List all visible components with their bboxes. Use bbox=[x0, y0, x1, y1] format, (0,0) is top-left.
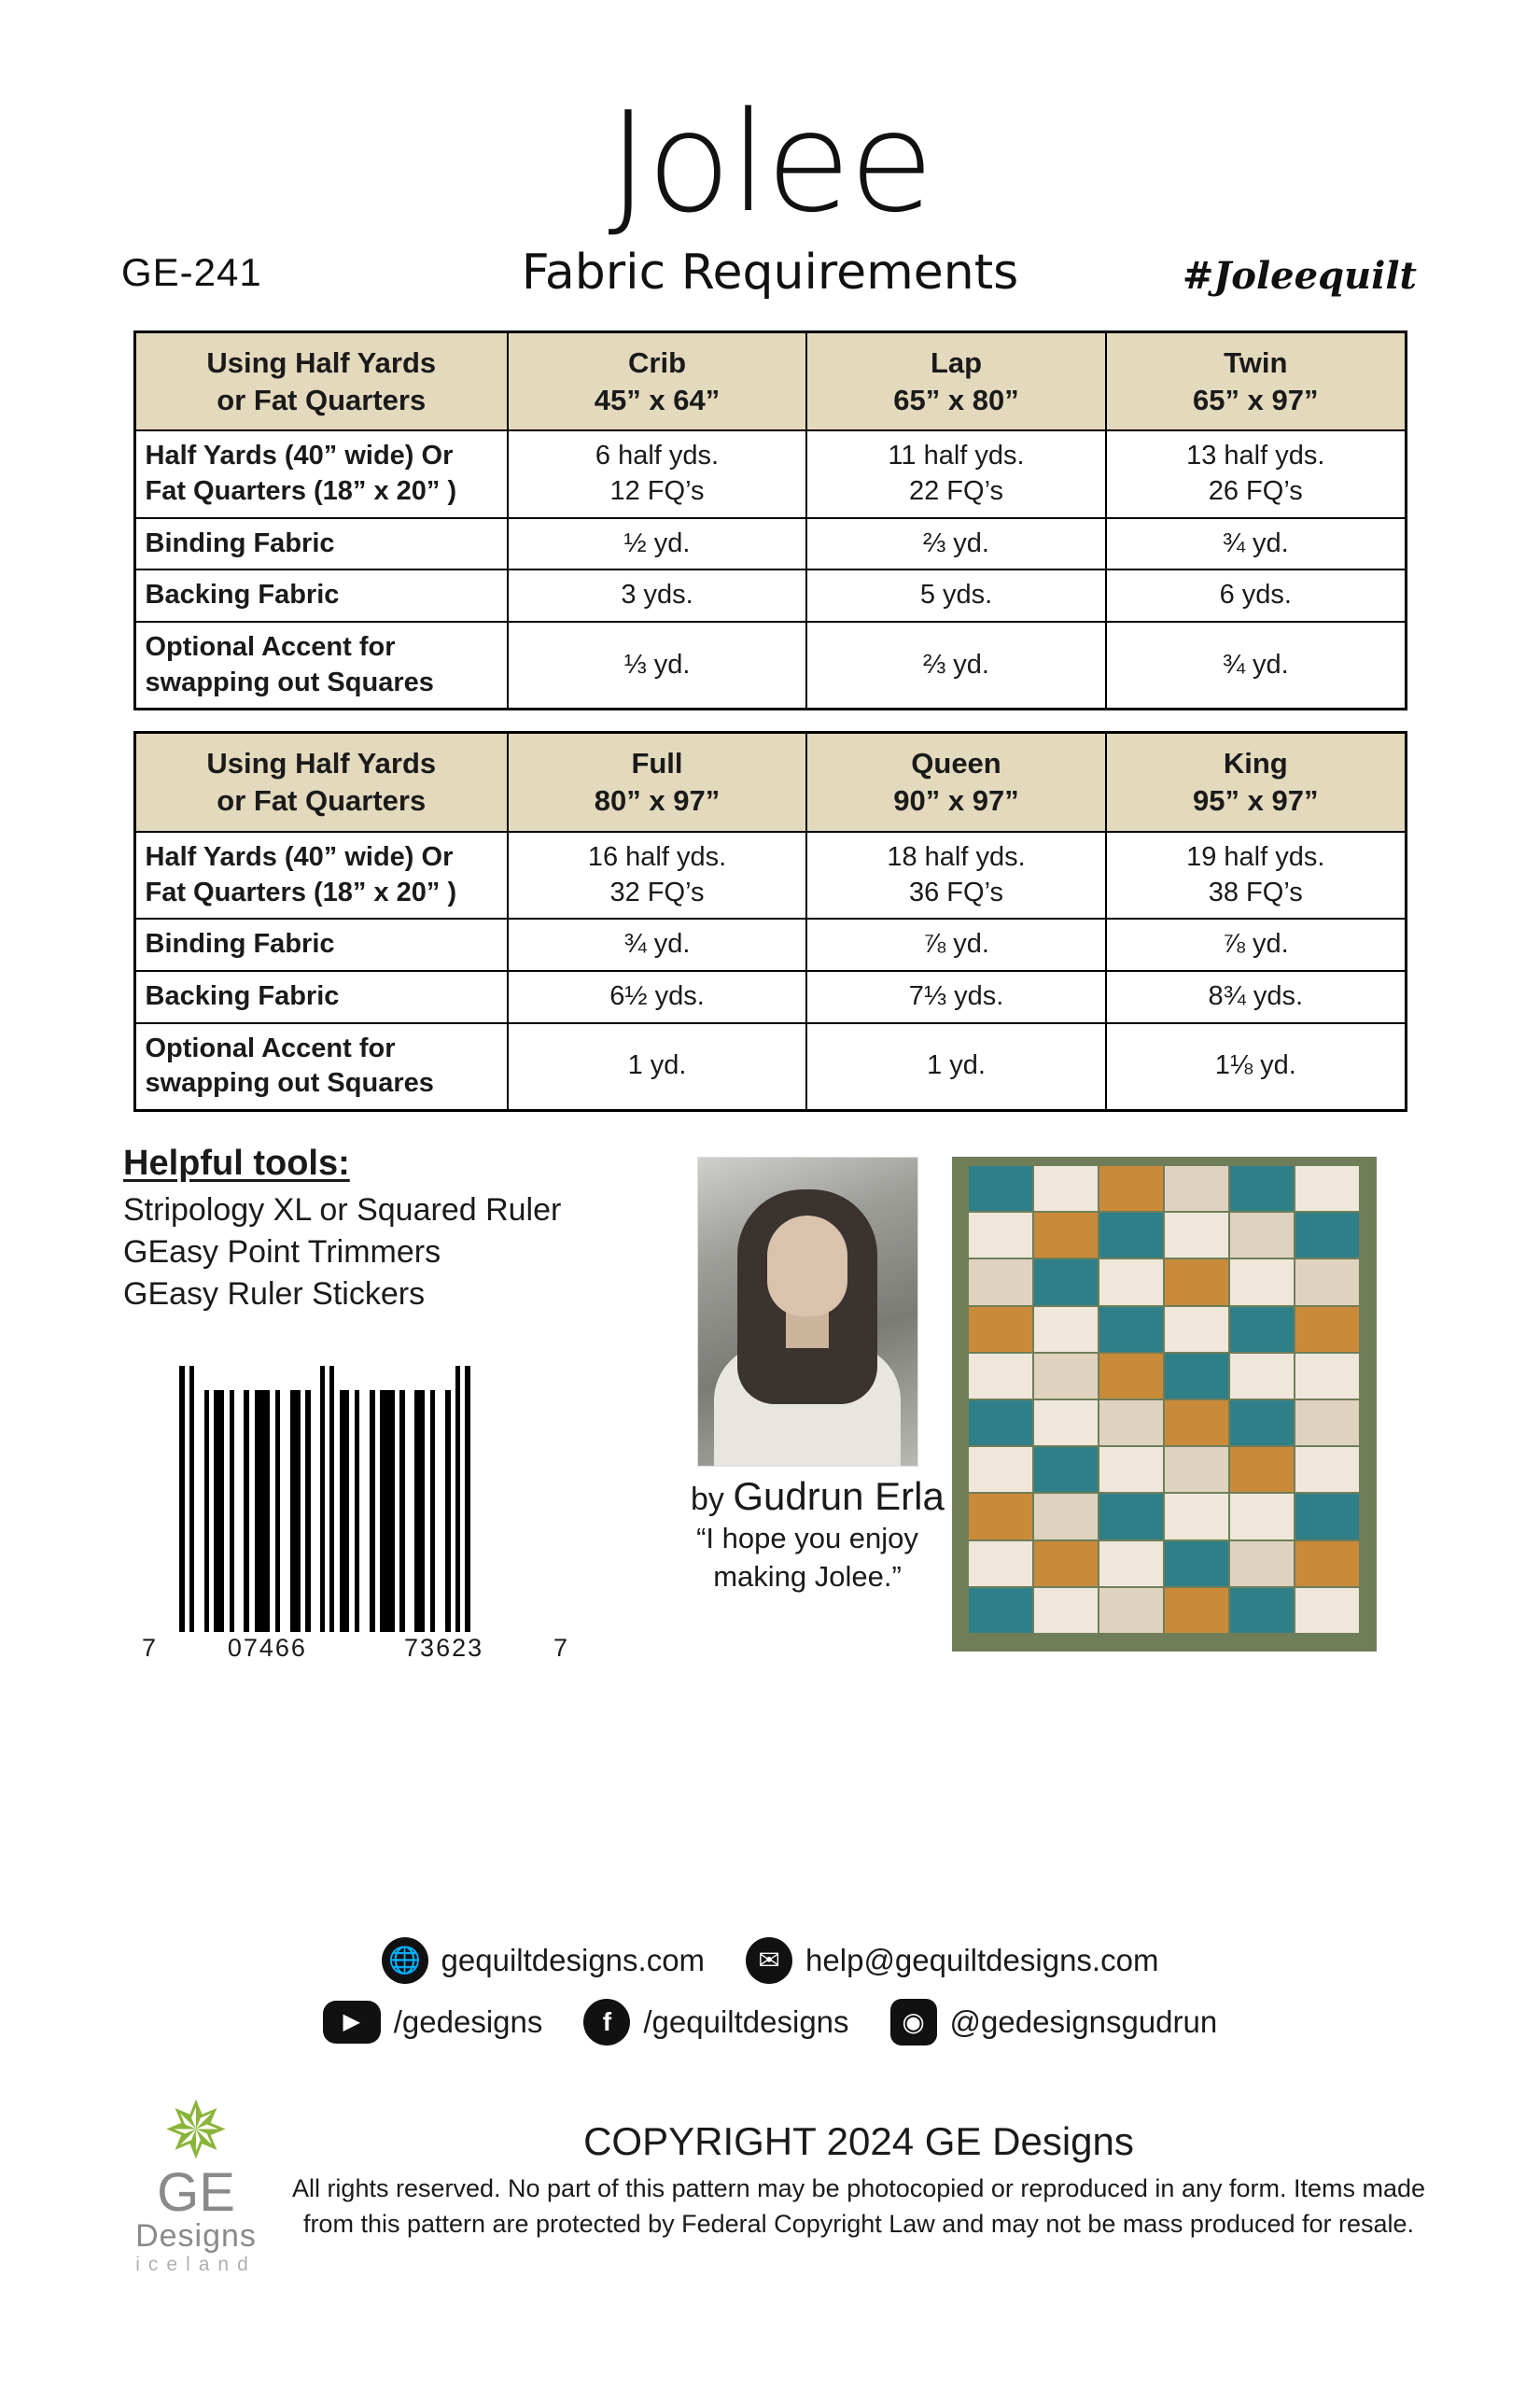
table1-row0-label bbox=[134, 430, 508, 517]
table-row bbox=[134, 569, 1406, 622]
table1-row0-twin-b: 26 FQ’s bbox=[1208, 476, 1303, 507]
pattern-back-cover bbox=[0, 82, 1540, 2404]
envelope-icon: ✉ bbox=[746, 1937, 792, 1984]
table1-row0-label-line2: Fat Quarters (18” x 20” ) bbox=[145, 476, 457, 507]
table1-row3-label-line2: swapping out Squares bbox=[145, 667, 434, 697]
quilt-patch bbox=[969, 1400, 1032, 1445]
table1-row3-label bbox=[134, 622, 508, 710]
quilt-patch bbox=[1099, 1259, 1163, 1304]
copyright-block bbox=[261, 2119, 1456, 2242]
quilt-patch bbox=[1295, 1307, 1359, 1352]
copyright-line-1: COPYRIGHT 2024 GE Designs bbox=[583, 2119, 1134, 2163]
table1-row3-crib: ⅓ yd. bbox=[508, 622, 806, 710]
quilt-patch bbox=[1165, 1494, 1228, 1539]
quilt-patch bbox=[1230, 1400, 1294, 1445]
table2-row1-full: ¾ yd. bbox=[508, 919, 806, 971]
quilt-patch bbox=[1034, 1307, 1098, 1352]
table1-header-col0-line1: Using Half Yards bbox=[206, 346, 437, 379]
table-row bbox=[134, 1023, 1406, 1111]
hashtag: #Joleequilt bbox=[1182, 254, 1417, 298]
table2-row2-label bbox=[134, 971, 508, 1023]
table1-row2-label bbox=[134, 569, 508, 622]
table1-row3-lap: ⅔ yd. bbox=[806, 622, 1106, 710]
quilt-patch bbox=[1099, 1541, 1163, 1586]
quilt-patch bbox=[1034, 1494, 1098, 1539]
table2-row1-label-line1: Binding Fabric bbox=[145, 929, 335, 960]
facebook-icon: f bbox=[583, 1999, 630, 2046]
table2-header-col3-line1: King bbox=[1223, 747, 1288, 780]
table2-row2-queen: 7⅓ yds. bbox=[806, 971, 1106, 1023]
contact-block bbox=[0, 1937, 1540, 2060]
quilt-patch bbox=[1099, 1494, 1163, 1539]
quilt-patch bbox=[1099, 1588, 1163, 1633]
table2-row0-full-b: 32 FQ’s bbox=[609, 877, 705, 907]
table1-row0-twin bbox=[1106, 430, 1406, 517]
email-label: help@gequiltdesigns.com bbox=[805, 1943, 1159, 1977]
facebook-link[interactable] bbox=[583, 1999, 848, 2046]
table1-row2-twin: 6 yds. bbox=[1106, 569, 1406, 622]
table2-row0-label bbox=[134, 832, 508, 919]
table2-row3-label bbox=[134, 1023, 508, 1111]
quilt-patch bbox=[1165, 1213, 1228, 1258]
quilt-patch bbox=[969, 1354, 1032, 1399]
table1-row2-crib: 3 yds. bbox=[508, 569, 806, 622]
quilt-patch bbox=[1099, 1354, 1163, 1399]
table1-header-col1-line1: Crib bbox=[628, 346, 686, 379]
barcode-numbers bbox=[140, 1634, 569, 1663]
barcode-digit-left: 7 bbox=[142, 1633, 159, 1662]
table-header-row bbox=[134, 332, 1406, 431]
author-quote-line2: making Jolee.” bbox=[713, 1559, 902, 1593]
author-by-prefix: by bbox=[691, 1481, 734, 1517]
quilt-patch bbox=[969, 1259, 1032, 1304]
table1-row1-lap: ⅔ yd. bbox=[806, 518, 1106, 570]
table2-row0-king bbox=[1106, 832, 1406, 919]
table1-row0-crib bbox=[508, 430, 806, 517]
table-row bbox=[134, 919, 1406, 971]
table1-header-col2-line1: Lap bbox=[930, 346, 983, 379]
table1-header-col0 bbox=[134, 332, 508, 431]
quilt-patch bbox=[1295, 1166, 1359, 1211]
quilt-patch bbox=[969, 1541, 1032, 1586]
table1-row2-lap: 5 yds. bbox=[806, 569, 1106, 622]
table2-row2-full: 6½ yds. bbox=[508, 971, 806, 1023]
star-icon: ✵ bbox=[162, 2087, 230, 2174]
table2-header-col2-line2: 90” x 97” bbox=[893, 784, 1019, 818]
quilt-patch bbox=[1165, 1541, 1228, 1586]
quilt-patch bbox=[1295, 1400, 1359, 1445]
fabric-requirements-table-large bbox=[133, 731, 1407, 1111]
table2-row1-label bbox=[134, 919, 508, 971]
facebook-label: /gequiltdesigns bbox=[643, 2004, 849, 2039]
table1-header-col2-line2: 65” x 80” bbox=[893, 383, 1019, 416]
quilt-patch bbox=[1230, 1166, 1294, 1211]
author-photo-face bbox=[767, 1216, 847, 1316]
table1-header-crib bbox=[508, 332, 806, 431]
table2-row0-label-line1: Half Yards (40” wide) Or bbox=[145, 841, 454, 872]
table1-header-lap bbox=[806, 332, 1106, 431]
table2-header-col1-line2: 80” x 97” bbox=[594, 784, 721, 818]
quilt-patch bbox=[1165, 1447, 1228, 1492]
author-name: Gudrun Erla bbox=[733, 1473, 945, 1518]
quilt-patch bbox=[969, 1213, 1032, 1258]
quilt-patch bbox=[1165, 1354, 1228, 1399]
quilt-patch bbox=[1295, 1259, 1359, 1304]
table1-row0-lap-b: 22 FQ’s bbox=[908, 476, 1003, 507]
table1-header-col1-line2: 45” x 64” bbox=[594, 383, 721, 416]
quilt-patch bbox=[1034, 1259, 1098, 1304]
author-quote-line1: “I hope you enjoy bbox=[696, 1521, 918, 1554]
table1-row1-crib: ½ yd. bbox=[508, 518, 806, 570]
table2-header-full bbox=[508, 733, 806, 832]
quilt-patch bbox=[1034, 1166, 1098, 1211]
barcode-group-1: 07466 bbox=[227, 1633, 307, 1662]
quilt-patch bbox=[1230, 1307, 1294, 1352]
page-subtitle: Fabric Requirements bbox=[521, 245, 1019, 301]
quilt-patch bbox=[1099, 1213, 1163, 1258]
table1-row1-label-line1: Binding Fabric bbox=[145, 527, 335, 558]
quilt-patch bbox=[1230, 1213, 1294, 1258]
table1-row0-lap bbox=[806, 430, 1106, 517]
table2-header-col2-line1: Queen bbox=[911, 747, 1001, 780]
table2-row0-full bbox=[508, 832, 806, 919]
table2-row2-king: 8¾ yds. bbox=[1106, 971, 1406, 1023]
website-link[interactable] bbox=[382, 1937, 706, 1984]
quilt-patch bbox=[1295, 1541, 1359, 1586]
helpful-tools-list bbox=[123, 1189, 683, 1316]
list-item: GEasy Ruler Stickers bbox=[123, 1276, 426, 1313]
quilt-patch bbox=[1034, 1354, 1098, 1399]
table1-row3-twin: ¾ yd. bbox=[1106, 622, 1406, 710]
table-row bbox=[134, 622, 1406, 710]
quilt-patch bbox=[969, 1588, 1032, 1633]
quilt-patch bbox=[1230, 1259, 1294, 1304]
logo-designs: Designs bbox=[135, 2218, 257, 2254]
barcode-group-2: 73623 bbox=[404, 1633, 484, 1662]
copyright-line-2: All rights reserved. No part of this pattern may be photocopied or reproduced in any form. Items made bbox=[291, 2174, 1426, 2202]
table2-header-col3-line2: 95” x 97” bbox=[1193, 784, 1319, 818]
author-photo bbox=[697, 1157, 918, 1467]
table2-row0-king-b: 38 FQ’s bbox=[1208, 877, 1303, 907]
quilt-patch bbox=[1034, 1541, 1098, 1586]
table1-row2-label-line1: Backing Fabric bbox=[145, 580, 340, 611]
instagram-link[interactable] bbox=[890, 1999, 1218, 2046]
table-row bbox=[134, 518, 1406, 570]
quilt-patch bbox=[1034, 1447, 1098, 1492]
contact-row-2 bbox=[0, 1999, 1540, 2046]
table2-header-col0-line1: Using Half Yards bbox=[206, 747, 437, 780]
lower-section bbox=[112, 1144, 1428, 1666]
quilt-patch bbox=[1099, 1447, 1163, 1492]
fabric-requirements-table-small bbox=[133, 330, 1407, 710]
quilt-patch bbox=[1295, 1494, 1359, 1539]
contact-row-1 bbox=[0, 1937, 1540, 1984]
quilt-patch bbox=[1295, 1447, 1359, 1492]
table1-row0-lap-a: 11 half yds. bbox=[888, 441, 1025, 471]
table-row bbox=[134, 832, 1406, 919]
quilt-patch bbox=[969, 1166, 1032, 1211]
list-item: GEasy Point Trimmers bbox=[123, 1234, 441, 1271]
quilt-patch bbox=[1165, 1259, 1228, 1304]
list-item: Stripology XL or Squared Ruler bbox=[123, 1191, 562, 1228]
table2-row2-label-line1: Backing Fabric bbox=[145, 980, 340, 1011]
page-title: Jolee bbox=[608, 82, 932, 243]
table2-row0-queen-b: 36 FQ’s bbox=[908, 877, 1003, 907]
table2-row3-queen: 1 yd. bbox=[806, 1023, 1106, 1111]
youtube-link[interactable] bbox=[323, 2001, 543, 2044]
quilt-patch bbox=[1099, 1400, 1163, 1445]
table1-row1-label bbox=[134, 518, 508, 570]
author-block bbox=[691, 1157, 945, 1596]
table1-row0-crib-a: 6 half yds. bbox=[595, 441, 720, 471]
quilt-patch bbox=[1295, 1588, 1359, 1633]
author-byline bbox=[691, 1473, 945, 1519]
website-label: gequiltdesigns.com bbox=[441, 1943, 706, 1977]
quilt-patch bbox=[1165, 1166, 1228, 1211]
table1-row0-twin-a: 13 half yds. bbox=[1186, 441, 1325, 471]
quilt-patch bbox=[1099, 1166, 1163, 1211]
table1-row0-crib-b: 12 FQ’s bbox=[609, 476, 705, 507]
table-row bbox=[134, 971, 1406, 1023]
header-row bbox=[112, 241, 1428, 316]
quilt-patch bbox=[1230, 1494, 1294, 1539]
barcode-bars bbox=[140, 1366, 569, 1632]
table2-row0-full-a: 16 half yds. bbox=[587, 841, 727, 872]
table2-header-col1-line1: Full bbox=[631, 747, 683, 780]
table2-row3-label-line2: swapping out Squares bbox=[145, 1068, 434, 1099]
table1-row1-twin: ¾ yd. bbox=[1106, 518, 1406, 570]
table1-row3-label-line1: Optional Accent for bbox=[145, 632, 396, 663]
quilt-patch bbox=[1230, 1588, 1294, 1633]
helpful-tools-heading: Helpful tools: bbox=[123, 1143, 350, 1183]
quilt-patch bbox=[1165, 1307, 1228, 1352]
table2-row0-king-a: 19 half yds. bbox=[1186, 841, 1325, 872]
globe-icon: 🌐 bbox=[382, 1937, 428, 1984]
quilt-patch bbox=[1165, 1400, 1228, 1445]
table2-header-king bbox=[1106, 733, 1406, 832]
quilt-patch bbox=[969, 1447, 1032, 1492]
table1-header-twin bbox=[1106, 332, 1406, 431]
quilt-patch bbox=[1295, 1354, 1359, 1399]
youtube-label: /gedesigns bbox=[393, 2004, 543, 2039]
table1-header-col0-line2: or Fat Quarters bbox=[217, 383, 427, 416]
quilt-photo-grid bbox=[969, 1166, 1359, 1633]
quilt-patch bbox=[1034, 1400, 1098, 1445]
copyright-line-3: from this pattern are protected by Federal Copyright Law and may not be mass produced for resale. bbox=[302, 2209, 1415, 2238]
table2-row1-queen: ⅞ yd. bbox=[806, 919, 1106, 971]
table2-row0-label-line2: Fat Quarters (18” x 20” ) bbox=[145, 877, 457, 907]
barcode-digit-right: 7 bbox=[553, 1633, 569, 1662]
table1-header-col3-line2: 65” x 97” bbox=[1193, 383, 1319, 416]
quilt-patch bbox=[1099, 1307, 1163, 1352]
instagram-label: @gedesignsgudrun bbox=[949, 2004, 1218, 2039]
table-row bbox=[134, 430, 1406, 517]
quilt-patch bbox=[1230, 1541, 1294, 1586]
quilt-photo bbox=[952, 1157, 1377, 1652]
instagram-icon: ◉ bbox=[890, 1999, 937, 2046]
table2-row0-queen bbox=[806, 832, 1106, 919]
quilt-patch bbox=[1230, 1354, 1294, 1399]
table2-row3-full: 1 yd. bbox=[508, 1023, 806, 1111]
barcode bbox=[140, 1366, 569, 1663]
logo-ge: GE bbox=[157, 2162, 235, 2223]
quilt-patch bbox=[1230, 1447, 1294, 1492]
email-link[interactable] bbox=[746, 1937, 1158, 1984]
quilt-patch bbox=[1295, 1213, 1359, 1258]
helpful-tools bbox=[123, 1144, 683, 1316]
youtube-icon: ▶ bbox=[323, 2001, 381, 2044]
quilt-patch bbox=[1165, 1588, 1228, 1633]
table1-row0-label-line1: Half Yards (40” wide) Or bbox=[145, 441, 454, 471]
logo-iceland: iceland bbox=[135, 2253, 257, 2275]
table1-header-col3-line1: Twin bbox=[1224, 346, 1288, 379]
table2-row1-king: ⅞ yd. bbox=[1106, 919, 1406, 971]
quilt-patch bbox=[969, 1494, 1032, 1539]
quilt-patch bbox=[969, 1307, 1032, 1352]
table2-row3-label-line1: Optional Accent for bbox=[145, 1033, 396, 1063]
table2-row0-queen-a: 18 half yds. bbox=[887, 841, 1026, 872]
table2-header-queen bbox=[806, 733, 1106, 832]
sku-code: GE-241 bbox=[121, 250, 262, 294]
quilt-patch bbox=[1034, 1588, 1098, 1633]
table2-row3-king: 1⅛ yd. bbox=[1106, 1023, 1406, 1111]
table-header-row bbox=[134, 733, 1406, 832]
table2-header-col0 bbox=[134, 733, 508, 832]
quilt-patch bbox=[1034, 1213, 1098, 1258]
table2-header-col0-line2: or Fat Quarters bbox=[217, 784, 427, 818]
